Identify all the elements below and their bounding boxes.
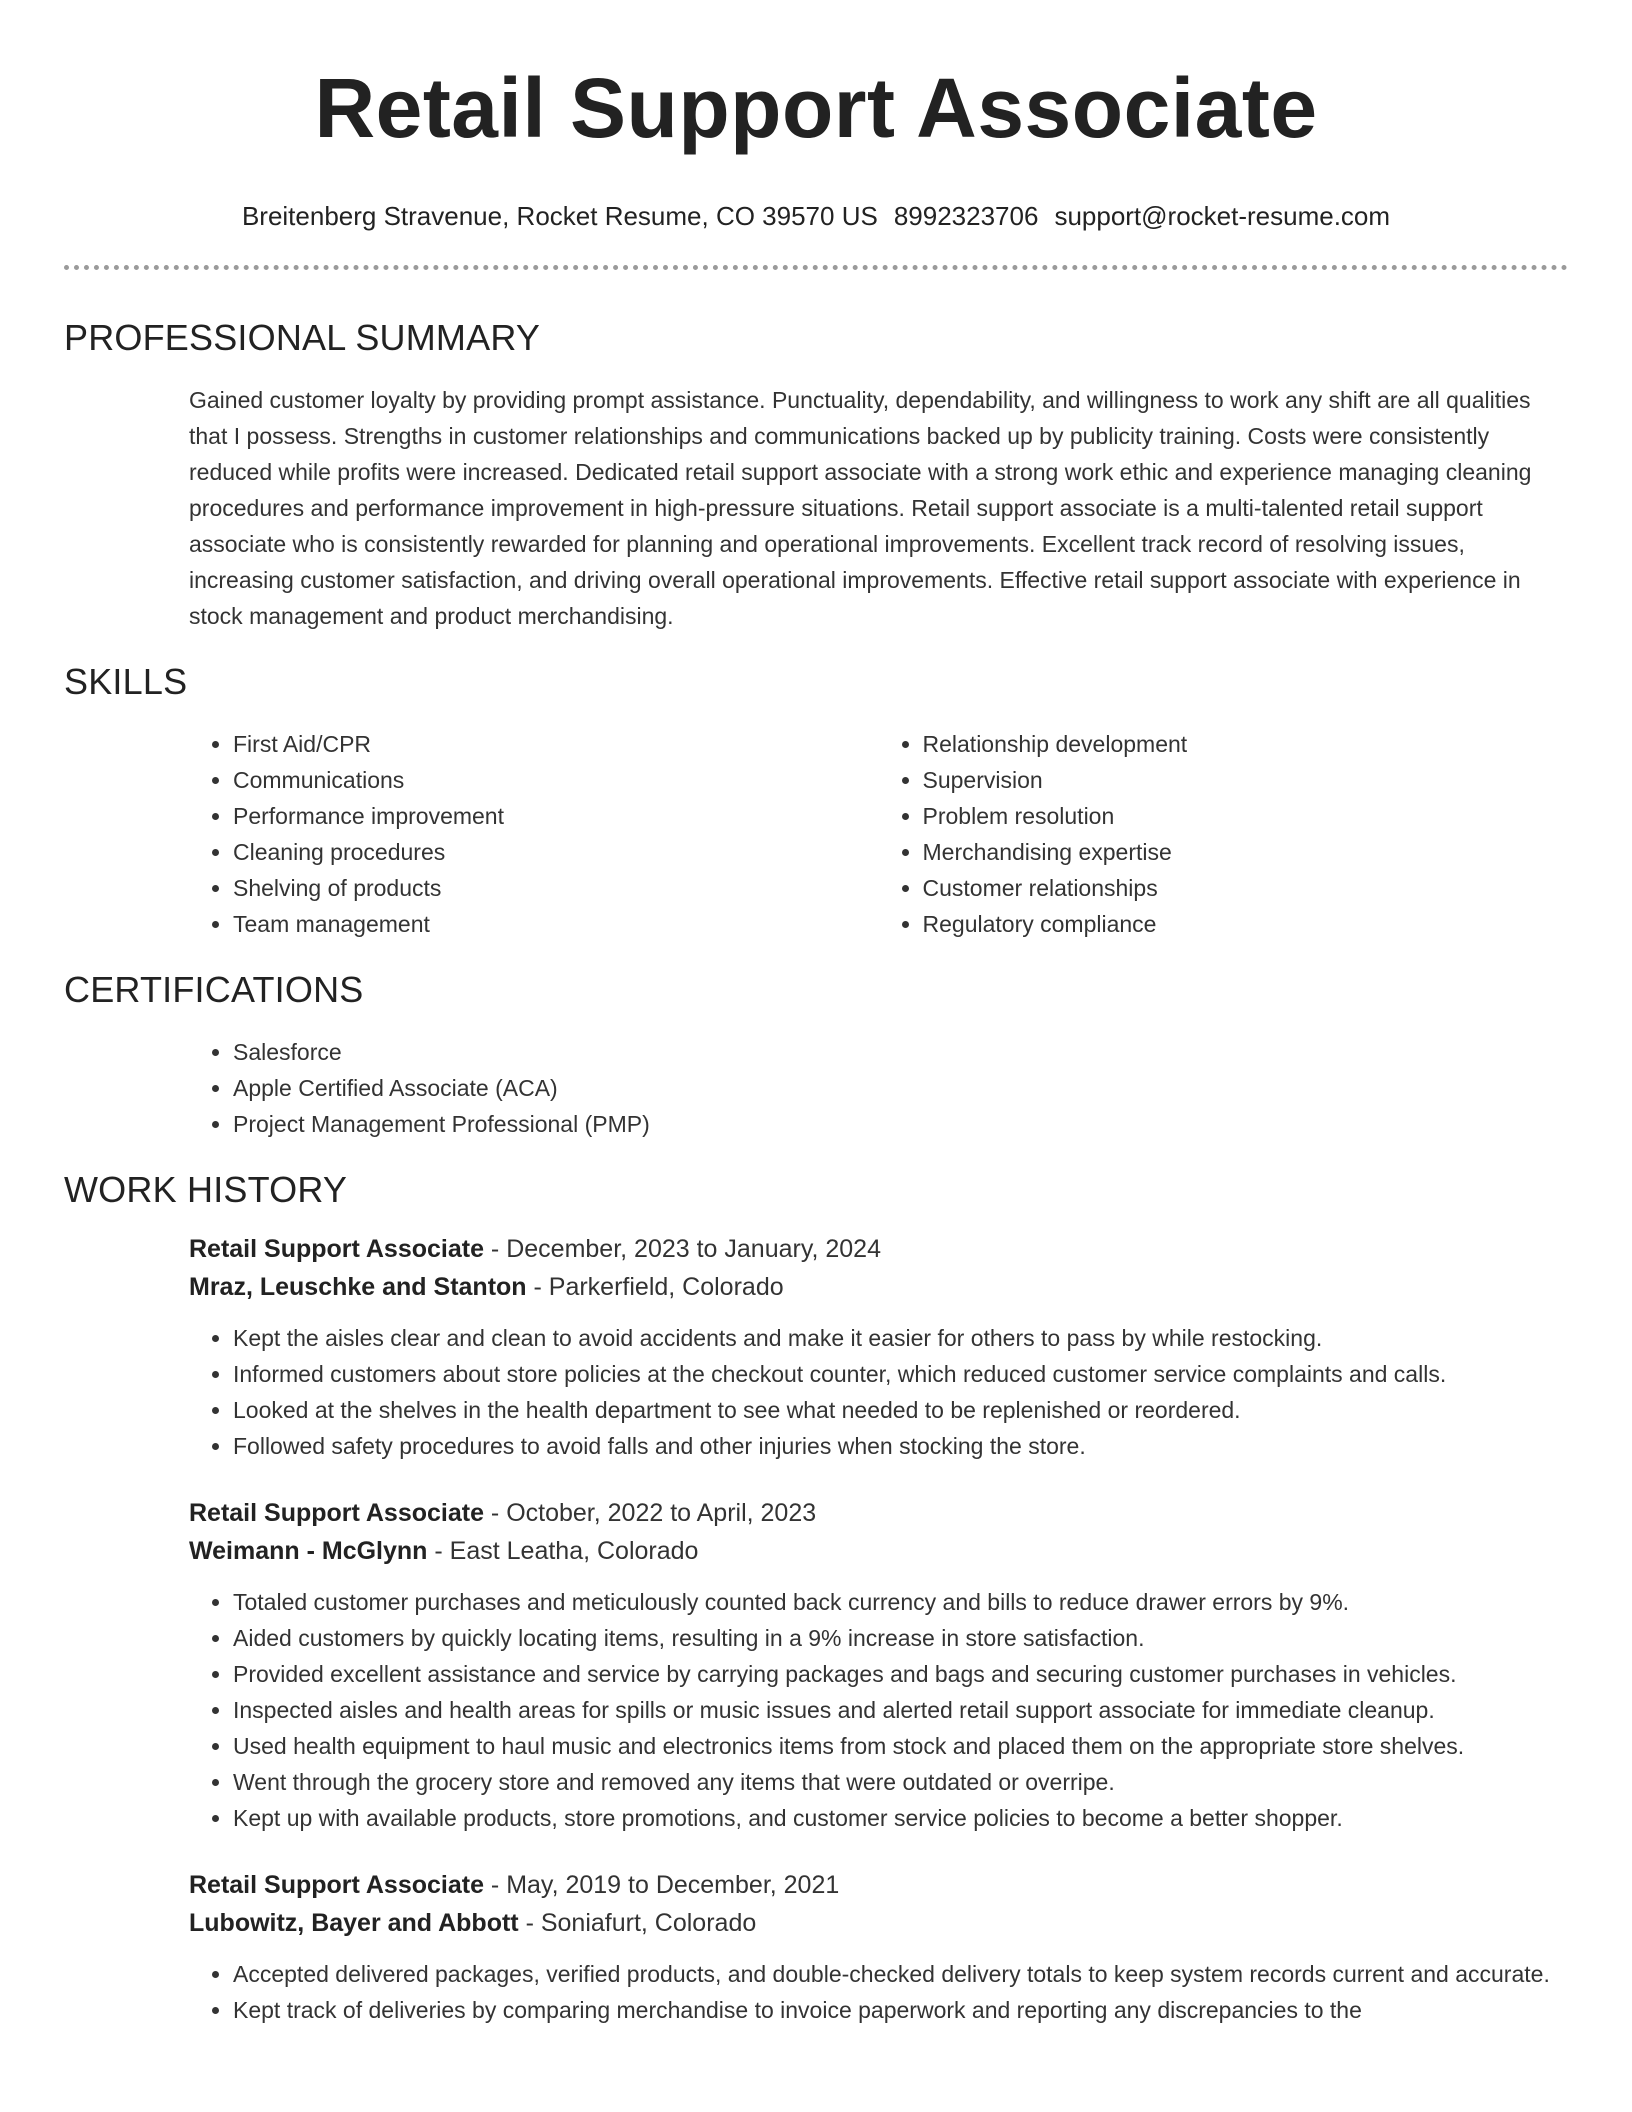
section-title-summary: PROFESSIONAL SUMMARY [64, 317, 541, 358]
job-bullets [189, 1956, 1568, 2028]
job-bullets [189, 1320, 1568, 1464]
job-entry [189, 1230, 1568, 1464]
job-title-line: Retail Support Associate - May, 2019 to December, 2021 [189, 1871, 840, 1899]
certification-item: • Salesforce [233, 1034, 1568, 1070]
job-company: Weimann - McGlynn [189, 1537, 428, 1565]
skill-item: • First Aid/CPR [233, 726, 879, 762]
section-title-work-history: WORK HISTORY [64, 1169, 348, 1210]
skills-column-left [189, 726, 879, 942]
certifications-section [189, 1034, 1568, 1142]
job-location: East Leatha, Colorado [449, 1537, 699, 1565]
summary-section [189, 382, 1568, 634]
candidate-name: Retail Support Associate [314, 61, 1318, 155]
section-title-certifications: CERTIFICATIONS [64, 969, 364, 1010]
job-bullet: • Kept the aisles clear and clean to avoid accidents and make it easier for others to pass by while restocking. [233, 1320, 1568, 1356]
skill-item: • Merchandising expertise [923, 834, 1569, 870]
job-company: Lubowitz, Bayer and Abbott [189, 1909, 519, 1937]
job-location: Parkerfield, Colorado [548, 1273, 784, 1301]
job-bullet: • Used health equipment to haul music and electronics items from stock and placed them on the appropriate store shelves. [233, 1728, 1568, 1764]
resume-header [64, 0, 1568, 232]
job-bullet: • Aided customers by quickly locating items, resulting in a 9% increase in store satisfaction. [233, 1620, 1568, 1656]
job-dates: May, 2019 to December, 2021 [506, 1871, 840, 1899]
job-bullet: • Went through the grocery store and removed any items that were outdated or overripe. [233, 1764, 1568, 1800]
job-company-line: Weimann - McGlynn - East Leatha, Colorado [189, 1537, 699, 1565]
skill-item: • Problem resolution [923, 798, 1569, 834]
skill-item: • Supervision [923, 762, 1569, 798]
contact-line [64, 200, 1568, 232]
job-dates: October, 2022 to April, 2023 [506, 1499, 817, 1527]
job-bullet: • Inspected aisles and health areas for spills or music issues and alerted retail support associate for immediate cleanup. [233, 1692, 1568, 1728]
skills-column-right [879, 726, 1569, 942]
skill-item: • Shelving of products [233, 870, 879, 906]
skill-item: • Regulatory compliance [923, 906, 1569, 942]
job-entry [189, 1866, 1568, 2028]
job-bullet: • Informed customers about store policies at the checkout counter, which reduced customer service complaints and calls. [233, 1356, 1568, 1392]
job-dates: December, 2023 to January, 2024 [506, 1235, 881, 1263]
certifications-list [189, 1034, 1568, 1142]
skill-item: • Communications [233, 762, 879, 798]
skill-item: • Cleaning procedures [233, 834, 879, 870]
job-company-line: Mraz, Leuschke and Stanton - Parkerfield, Colorado [189, 1273, 784, 1301]
job-bullets [189, 1584, 1568, 1836]
job-bullet: • Looked at the shelves in the health department to see what needed to be replenished or reordered. [233, 1392, 1568, 1428]
job-location: Soniafurt, Colorado [540, 1909, 757, 1937]
job-bullet: • Accepted delivered packages, verified products, and double-checked delivery totals to keep system records current and accurate. [233, 1956, 1568, 1992]
job-title-line: Retail Support Associate - December, 2023 to January, 2024 [189, 1235, 881, 1263]
skills-list [189, 726, 1568, 942]
certification-item: • Apple Certified Associate (ACA) [233, 1070, 1568, 1106]
job-title: Retail Support Associate [189, 1871, 484, 1899]
skill-item: • Customer relationships [923, 870, 1569, 906]
job-company: Mraz, Leuschke and Stanton [189, 1273, 527, 1301]
contact-email: support@rocket-resume.com [1054, 201, 1391, 231]
skill-item: • Team management [233, 906, 879, 942]
job-bullet: • Totaled customer purchases and meticulously counted back currency and bills to reduce drawer errors by 9%. [233, 1584, 1568, 1620]
job-title-line: Retail Support Associate - October, 2022 to April, 2023 [189, 1499, 817, 1527]
contact-address: Breitenberg Stravenue, Rocket Resume, CO 39570 US [241, 201, 878, 231]
job-title: Retail Support Associate [189, 1235, 484, 1263]
skill-item: • Relationship development [923, 726, 1569, 762]
header-divider [64, 265, 1568, 270]
job-bullet: • Kept up with available products, store promotions, and customer service policies to become a better shopper. [233, 1800, 1568, 1836]
job-bullet: • Followed safety procedures to avoid falls and other injuries when stocking the store. [233, 1428, 1568, 1464]
job-title: Retail Support Associate [189, 1499, 484, 1527]
work-history-section [189, 1230, 1568, 2028]
contact-phone: 8992323706 [893, 201, 1039, 231]
job-bullet: • Kept track of deliveries by comparing merchandise to invoice paperwork and reporting any discrepancies to the [233, 1992, 1568, 2028]
job-bullet: • Provided excellent assistance and service by carrying packages and bags and securing customer purchases in vehicles. [233, 1656, 1568, 1692]
certification-item: • Project Management Professional (PMP) [233, 1106, 1568, 1142]
section-title-skills: SKILLS [64, 661, 188, 702]
skill-item: • Performance improvement [233, 798, 879, 834]
job-entry [189, 1494, 1568, 1836]
summary-text: Gained customer loyalty by providing prompt assistance. Punctuality, dependability, and willingness to work any shift are all qualities that I possess. Strengths in customer relationships and communications backed up by publicity training. Costs were consistently reduced while profits were increased. Dedicated retail support associate with a strong work ethic and experience managing cleaning procedures and performance improvement in high-pressure situations. Retail support associate is a multi-talented retail support associate who is consistently rewarded for planning and operational improvements. Excellent track record of resolving issues, increasing customer satisfaction, and driving overall operational improvements. Effective retail support associate with experience in stock management and product merchandising. [189, 387, 1532, 629]
job-company-line: Lubowitz, Bayer and Abbott - Soniafurt, Colorado [189, 1909, 757, 1937]
